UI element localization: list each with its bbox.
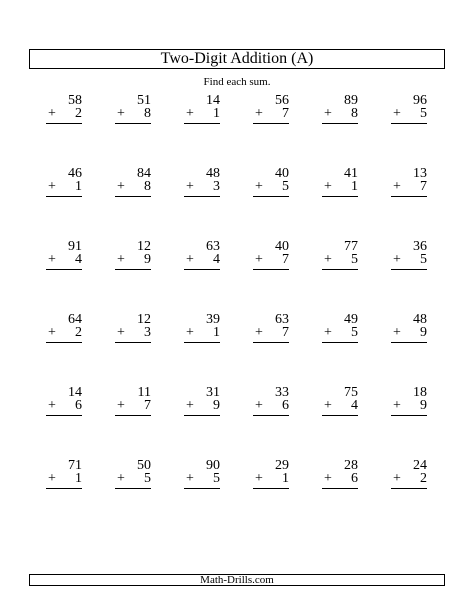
second-addend: 6 [75, 398, 82, 413]
worksheet-title: Two-Digit Addition (A) [29, 49, 445, 69]
answer-line [253, 488, 289, 489]
plus-sign: + [48, 179, 56, 194]
second-addend: 3 [144, 325, 151, 340]
plus-sign: + [324, 106, 332, 121]
first-addend: 14 [68, 385, 82, 400]
answer-line [115, 415, 151, 416]
second-addend: 8 [144, 106, 151, 121]
second-addend: 1 [213, 325, 220, 340]
second-addend: 9 [144, 252, 151, 267]
addition-problem [375, 312, 444, 385]
second-addend: 1 [282, 471, 289, 486]
second-addend: 7 [282, 252, 289, 267]
plus-sign: + [117, 325, 125, 340]
first-addend: 40 [275, 239, 289, 254]
second-addend: 7 [282, 106, 289, 121]
second-addend: 1 [75, 471, 82, 486]
first-addend: 46 [68, 166, 82, 181]
answer-line [391, 488, 427, 489]
addition-problem [375, 239, 444, 312]
addition-problem [168, 385, 237, 458]
plus-sign: + [393, 106, 401, 121]
first-addend: 84 [137, 166, 151, 181]
answer-line [322, 342, 358, 343]
answer-line [115, 196, 151, 197]
worksheet-instructions: Find each sum. [203, 76, 271, 88]
plus-sign: + [48, 471, 56, 486]
addition-problem [30, 385, 99, 458]
second-addend: 5 [144, 471, 151, 486]
plus-sign: + [117, 398, 125, 413]
addition-problem [30, 93, 99, 166]
answer-line [184, 415, 220, 416]
addition-problem [30, 166, 99, 239]
answer-line [115, 342, 151, 343]
addition-problem [306, 385, 375, 458]
first-addend: 64 [68, 312, 82, 327]
answer-line [46, 196, 82, 197]
answer-line [322, 269, 358, 270]
second-addend: 6 [282, 398, 289, 413]
answer-line [115, 488, 151, 489]
answer-line [253, 415, 289, 416]
addition-problem [237, 93, 306, 166]
answer-line [184, 269, 220, 270]
plus-sign: + [117, 252, 125, 267]
first-addend: 40 [275, 166, 289, 181]
plus-sign: + [48, 398, 56, 413]
addition-problem [237, 239, 306, 312]
second-addend: 5 [351, 325, 358, 340]
answer-line [322, 196, 358, 197]
first-addend: 12 [137, 312, 151, 327]
answer-line [391, 269, 427, 270]
second-addend: 7 [420, 179, 427, 194]
plus-sign: + [255, 252, 263, 267]
addition-problem [99, 458, 168, 531]
plus-sign: + [255, 325, 263, 340]
addition-problem [30, 458, 99, 531]
second-addend: 1 [351, 179, 358, 194]
first-addend: 29 [275, 458, 289, 473]
first-addend: 41 [344, 166, 358, 181]
addition-problem [375, 166, 444, 239]
answer-line [391, 196, 427, 197]
second-addend: 7 [282, 325, 289, 340]
plus-sign: + [393, 252, 401, 267]
plus-sign: + [186, 106, 194, 121]
answer-line [391, 342, 427, 343]
first-addend: 63 [275, 312, 289, 327]
second-addend: 2 [75, 106, 82, 121]
second-addend: 5 [213, 471, 220, 486]
addition-problem [237, 312, 306, 385]
plus-sign: + [393, 179, 401, 194]
problem-grid [30, 93, 444, 531]
worksheet-footer: Math-Drills.com [29, 574, 445, 586]
answer-line [115, 123, 151, 124]
second-addend: 8 [351, 106, 358, 121]
first-addend: 77 [344, 239, 358, 254]
addition-problem [237, 458, 306, 531]
first-addend: 48 [206, 166, 220, 181]
answer-line [391, 415, 427, 416]
plus-sign: + [393, 398, 401, 413]
second-addend: 4 [75, 252, 82, 267]
plus-sign: + [186, 398, 194, 413]
first-addend: 14 [206, 93, 220, 108]
first-addend: 28 [344, 458, 358, 473]
first-addend: 63 [206, 239, 220, 254]
first-addend: 58 [68, 93, 82, 108]
answer-line [115, 269, 151, 270]
first-addend: 90 [206, 458, 220, 473]
answer-line [322, 488, 358, 489]
addition-problem [306, 166, 375, 239]
plus-sign: + [117, 179, 125, 194]
second-addend: 9 [213, 398, 220, 413]
plus-sign: + [117, 106, 125, 121]
addition-problem [168, 458, 237, 531]
addition-problem [306, 239, 375, 312]
first-addend: 36 [413, 239, 427, 254]
plus-sign: + [255, 179, 263, 194]
second-addend: 1 [75, 179, 82, 194]
second-addend: 8 [144, 179, 151, 194]
second-addend: 7 [144, 398, 151, 413]
addition-problem [306, 93, 375, 166]
first-addend: 13 [413, 166, 427, 181]
addition-problem [306, 312, 375, 385]
addition-problem [168, 93, 237, 166]
answer-line [391, 123, 427, 124]
answer-line [184, 488, 220, 489]
plus-sign: + [324, 252, 332, 267]
second-addend: 5 [351, 252, 358, 267]
first-addend: 50 [137, 458, 151, 473]
first-addend: 39 [206, 312, 220, 327]
second-addend: 9 [420, 398, 427, 413]
first-addend: 11 [137, 385, 151, 400]
answer-line [253, 342, 289, 343]
addition-problem [306, 458, 375, 531]
first-addend: 24 [413, 458, 427, 473]
second-addend: 5 [282, 179, 289, 194]
second-addend: 2 [75, 325, 82, 340]
plus-sign: + [48, 106, 56, 121]
first-addend: 49 [344, 312, 358, 327]
answer-line [253, 196, 289, 197]
answer-line [46, 488, 82, 489]
plus-sign: + [186, 471, 194, 486]
first-addend: 33 [275, 385, 289, 400]
second-addend: 3 [213, 179, 220, 194]
first-addend: 18 [413, 385, 427, 400]
addition-problem [237, 166, 306, 239]
plus-sign: + [255, 106, 263, 121]
addition-problem [99, 385, 168, 458]
second-addend: 5 [420, 252, 427, 267]
plus-sign: + [324, 398, 332, 413]
answer-line [184, 342, 220, 343]
first-addend: 75 [344, 385, 358, 400]
addition-problem [168, 166, 237, 239]
plus-sign: + [117, 471, 125, 486]
addition-problem [99, 93, 168, 166]
second-addend: 9 [420, 325, 427, 340]
answer-line [46, 415, 82, 416]
answer-line [253, 269, 289, 270]
second-addend: 6 [351, 471, 358, 486]
answer-line [46, 269, 82, 270]
first-addend: 12 [137, 239, 151, 254]
addition-problem [99, 166, 168, 239]
plus-sign: + [255, 398, 263, 413]
addition-problem [30, 239, 99, 312]
plus-sign: + [186, 179, 194, 194]
answer-line [46, 123, 82, 124]
addition-problem [99, 312, 168, 385]
second-addend: 2 [420, 471, 427, 486]
plus-sign: + [48, 252, 56, 267]
plus-sign: + [324, 179, 332, 194]
answer-line [322, 123, 358, 124]
first-addend: 89 [344, 93, 358, 108]
answer-line [184, 123, 220, 124]
addition-problem [375, 458, 444, 531]
first-addend: 51 [137, 93, 151, 108]
plus-sign: + [186, 252, 194, 267]
answer-line [184, 196, 220, 197]
addition-problem [237, 385, 306, 458]
plus-sign: + [324, 471, 332, 486]
second-addend: 4 [213, 252, 220, 267]
first-addend: 48 [413, 312, 427, 327]
answer-line [322, 415, 358, 416]
second-addend: 5 [420, 106, 427, 121]
second-addend: 1 [213, 106, 220, 121]
plus-sign: + [393, 325, 401, 340]
plus-sign: + [186, 325, 194, 340]
first-addend: 91 [68, 239, 82, 254]
first-addend: 71 [68, 458, 82, 473]
addition-problem [168, 312, 237, 385]
addition-problem [99, 239, 168, 312]
plus-sign: + [48, 325, 56, 340]
answer-line [253, 123, 289, 124]
plus-sign: + [255, 471, 263, 486]
second-addend: 4 [351, 398, 358, 413]
answer-line [46, 342, 82, 343]
first-addend: 96 [413, 93, 427, 108]
plus-sign: + [324, 325, 332, 340]
addition-problem [375, 385, 444, 458]
first-addend: 31 [206, 385, 220, 400]
addition-problem [30, 312, 99, 385]
first-addend: 56 [275, 93, 289, 108]
plus-sign: + [393, 471, 401, 486]
addition-problem [168, 239, 237, 312]
addition-problem [375, 93, 444, 166]
